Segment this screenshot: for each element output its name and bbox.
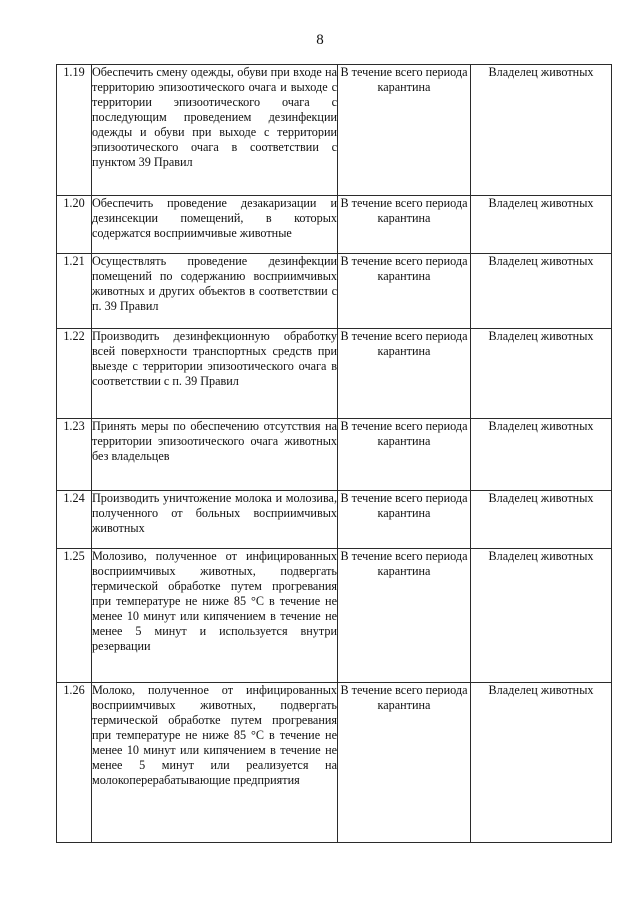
row-action: Принять меры по обеспечению отсутствия на территории эпизоотического очага животных без владельцев: [92, 419, 338, 491]
row-number: 1.24: [57, 491, 92, 549]
row-term: В течение всего периода карантина: [338, 65, 471, 196]
row-responsible: Владелец животных: [471, 254, 612, 329]
row-number: 1.23: [57, 419, 92, 491]
row-term: В течение всего периода карантина: [338, 549, 471, 683]
row-action: Производить уничтожение молока и молозива, полученного от больных восприимчивых животных: [92, 491, 338, 549]
row-term: В течение всего периода карантина: [338, 329, 471, 419]
row-number: 1.26: [57, 683, 92, 843]
page-number: 8: [316, 32, 324, 48]
row-action: Молозиво, полученное от инфицированных восприимчивых животных, подвергать термической обработке путем прогревания при температуре не ниже 85 °С в течение не менее 10 минут или кипячением в течение не менее 5 минут и используется внутри резервации: [92, 549, 338, 683]
row-responsible: Владелец животных: [471, 549, 612, 683]
row-responsible: Владелец животных: [471, 65, 612, 196]
table-row: [57, 196, 612, 254]
row-term: В течение всего периода карантина: [338, 683, 471, 843]
table-row: [57, 329, 612, 419]
table-row: [57, 683, 612, 843]
row-action: Осуществлять проведение дезинфекции помещений по содержанию восприимчивых животных и других объектов в соответствии с п. 39 Правил: [92, 254, 338, 329]
table-row: [57, 549, 612, 683]
row-action: Обеспечить смену одежды, обуви при входе на территорию эпизоотического очага и выходе с территории эпизоотического очага с последующим проведением дезинфекции одежды и обуви при выходе с территории эпизоотического очага в соответствии с пунктом 39 Правил: [92, 65, 338, 196]
row-responsible: Владелец животных: [471, 419, 612, 491]
row-number: 1.21: [57, 254, 92, 329]
row-responsible: Владелец животных: [471, 683, 612, 843]
row-action: Обеспечить проведение дезакаризации и дезинсекции помещений, в которых содержатся восприимчивые животные: [92, 196, 338, 254]
row-term: В течение всего периода карантина: [338, 491, 471, 549]
row-responsible: Владелец животных: [471, 491, 612, 549]
row-number: 1.19: [57, 65, 92, 196]
row-number: 1.22: [57, 329, 92, 419]
table-row: [57, 254, 612, 329]
row-term: В течение всего периода карантина: [338, 196, 471, 254]
measures-table: [56, 64, 612, 843]
row-number: 1.20: [57, 196, 92, 254]
row-action: Молоко, полученное от инфицированных восприимчивых животных, подвергать термической обработке путем прогревания при температуре не ниже 85 °С в течение не менее 10 минут или кипячением в течение не менее 5 минут или реализуется на молокоперерабатывающие предприятия: [92, 683, 338, 843]
row-number: 1.25: [57, 549, 92, 683]
table-row: [57, 419, 612, 491]
row-responsible: Владелец животных: [471, 329, 612, 419]
table-row: [57, 65, 612, 196]
row-responsible: Владелец животных: [471, 196, 612, 254]
row-term: В течение всего периода карантина: [338, 254, 471, 329]
row-action: Производить дезинфекционную обработку всей поверхности транспортных средств при выезде с территории эпизоотического очага в соответствии с п. 39 Правил: [92, 329, 338, 419]
table-row: [57, 491, 612, 549]
row-term: В течение всего периода карантина: [338, 419, 471, 491]
